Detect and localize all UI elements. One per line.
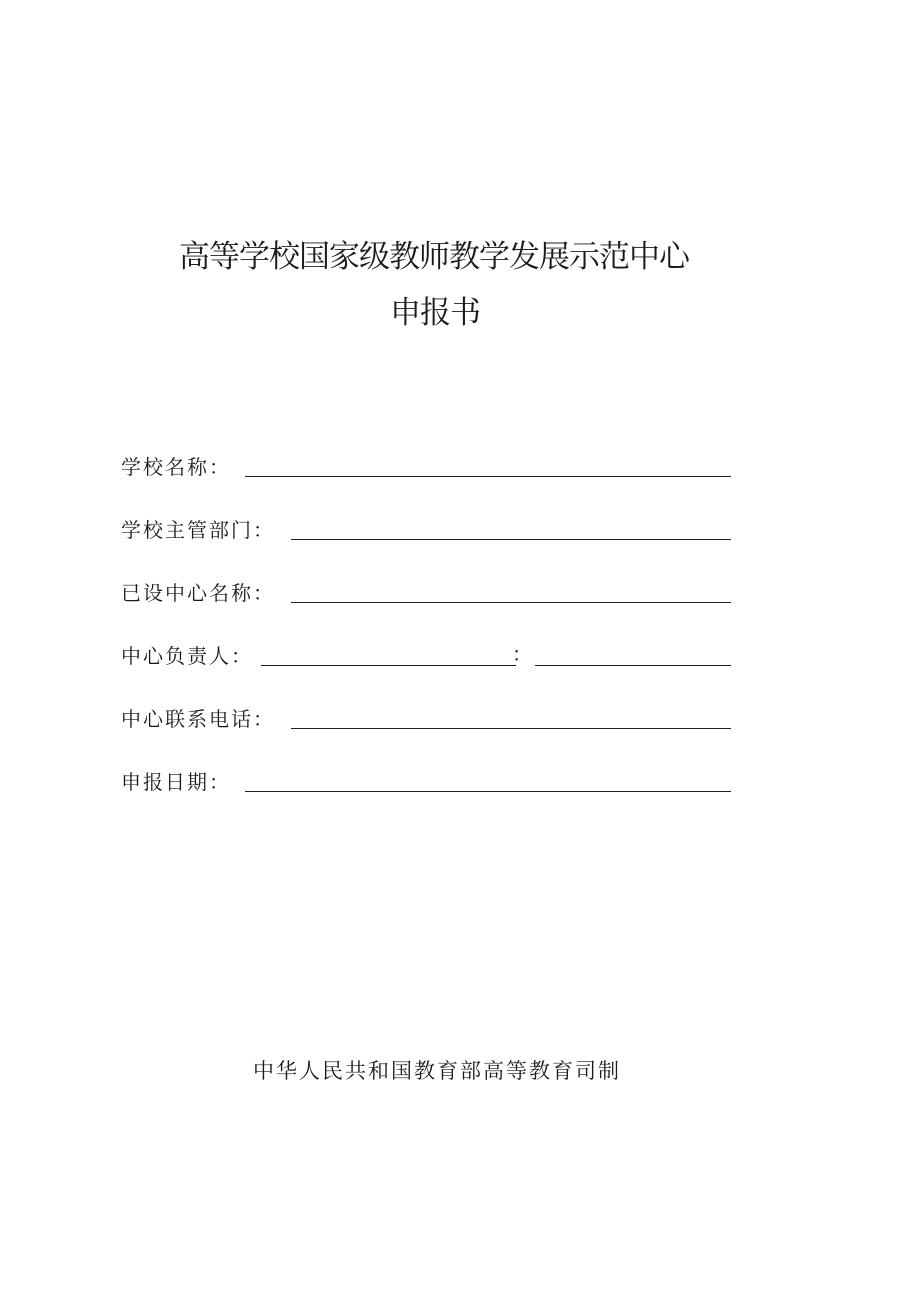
center-director-title-blank[interactable] bbox=[535, 665, 731, 666]
school-name-field bbox=[121, 450, 231, 480]
issuer-footer: 中华人民共和国教育部高等教育司制 bbox=[253, 1059, 621, 1083]
center-phone-blank[interactable] bbox=[291, 728, 731, 729]
school-name-label: 学校名称： bbox=[121, 455, 231, 479]
center-phone-field bbox=[121, 702, 275, 732]
center-director-blank[interactable] bbox=[261, 665, 516, 666]
supervising-department-blank[interactable] bbox=[291, 539, 731, 540]
existing-center-name-field bbox=[121, 576, 275, 606]
existing-center-name-label: 已设中心名称： bbox=[121, 581, 275, 605]
application-date-field bbox=[121, 765, 231, 795]
application-date-blank[interactable] bbox=[245, 791, 731, 792]
document-title: 高等学校国家级教师教学发展示范中心 bbox=[179, 239, 689, 275]
supervising-department-label: 学校主管部门： bbox=[121, 518, 275, 542]
center-director-field bbox=[121, 639, 253, 669]
existing-center-name-blank[interactable] bbox=[291, 602, 731, 603]
supervising-department-field bbox=[121, 513, 275, 543]
document-subtitle: 申报书 bbox=[390, 295, 480, 331]
application-date-label: 申报日期： bbox=[121, 770, 231, 794]
center-director-separator: ： bbox=[512, 642, 532, 666]
school-name-blank[interactable] bbox=[245, 476, 731, 477]
center-phone-label: 中心联系电话： bbox=[121, 707, 275, 731]
center-director-label: 中心负责人： bbox=[121, 644, 253, 668]
